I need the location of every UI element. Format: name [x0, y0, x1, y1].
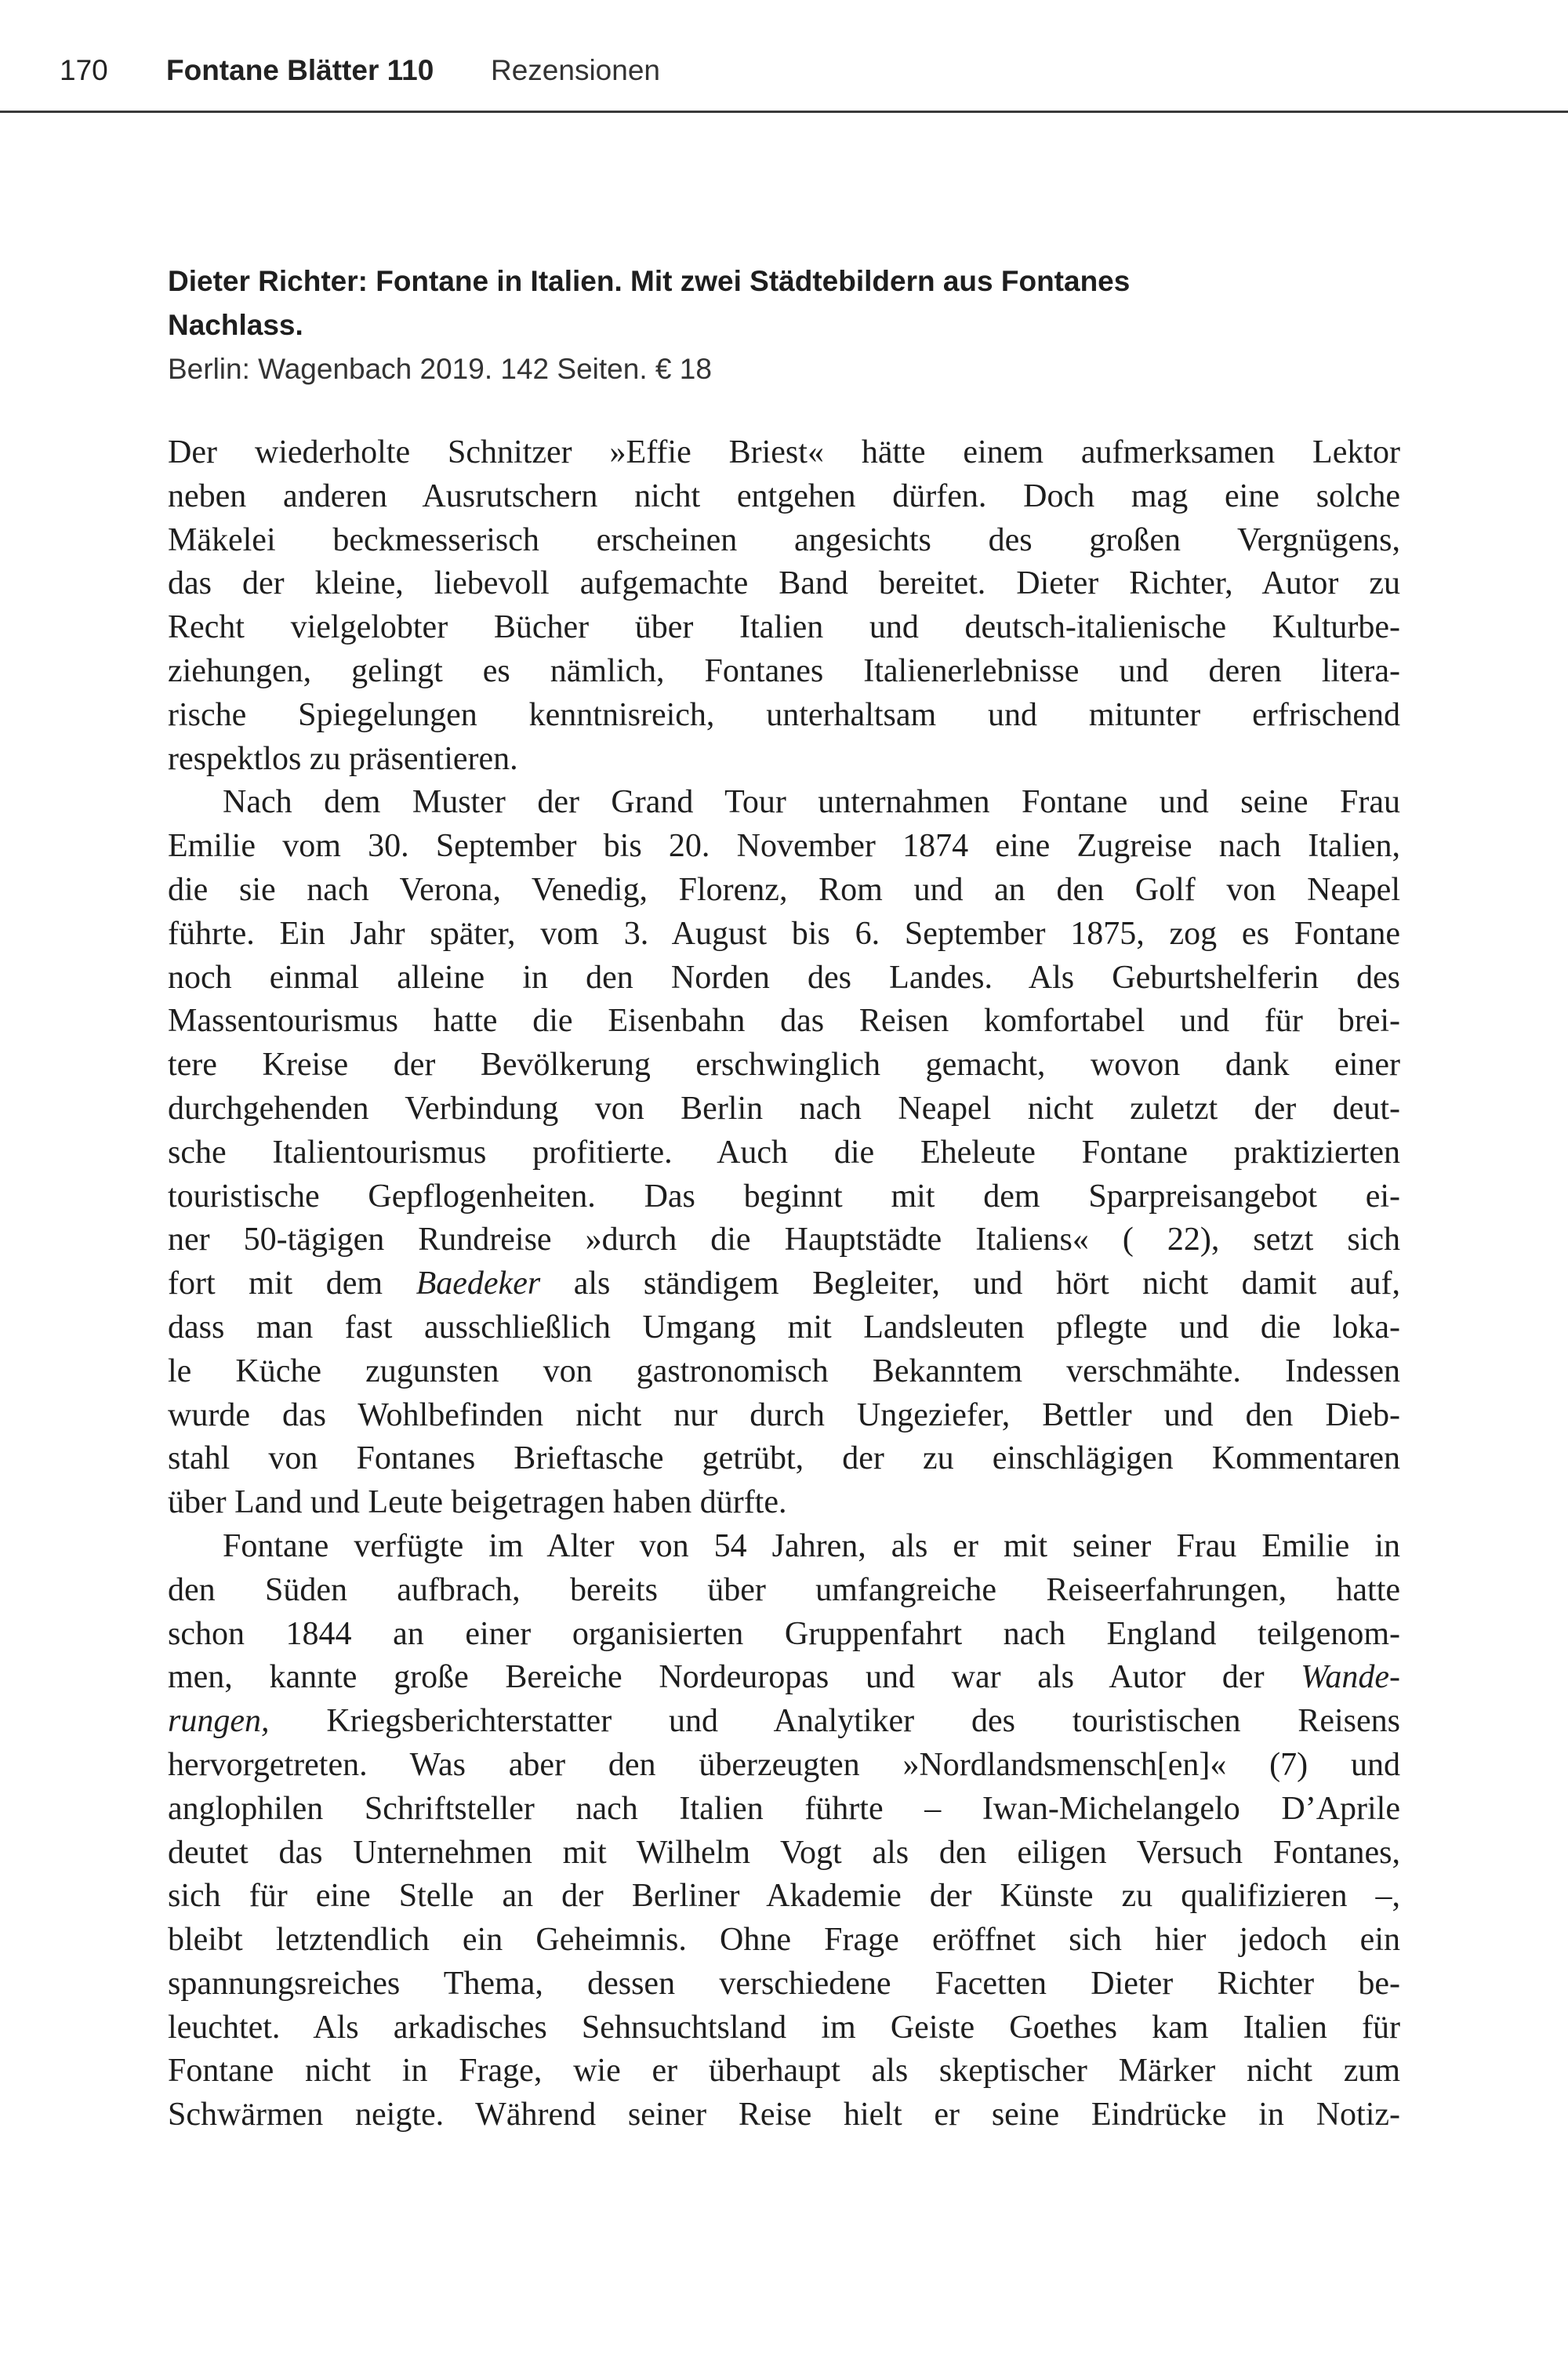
text-line: rische Spiegelungen kenntnisreich, unterhaltsam und mitunter erfrischend	[168, 696, 1400, 733]
text-line: bleibt letztendlich ein Geheimnis. Ohne Frage eröffnet sich hier jedoch ein	[168, 1922, 1400, 1959]
review-title-line-2: Nachlass.	[168, 309, 303, 341]
text-line: den Süden aufbrach, bereits über umfangreiche Reiseerfahrungen, hatte	[168, 1571, 1400, 1608]
text-line: Massentourismus hatte die Eisenbahn das Reisen komfortabel und für brei-	[168, 1003, 1400, 1040]
publication-info: Berlin: Wagenbach 2019. 142 Seiten. € 18	[168, 353, 712, 385]
text-line: leuchtet. Als arkadisches Sehnsuchtsland im Geiste Goethes kam Italien für	[168, 2009, 1400, 2046]
text-line: neben anderen Ausrutschern nicht entgehen dürfen. Doch mag eine solche	[168, 477, 1400, 514]
text-line: Recht vielgelobter Bücher über Italien und deutsch-italienische Kulturbe-	[168, 609, 1400, 646]
text-line: über Land und Leute beigetragen haben dürfte.	[168, 1484, 787, 1521]
text-segment: als ständigem Begleiter, und hört nicht damit auf,	[540, 1265, 1401, 1302]
text-line: durchgehenden Verbindung von Berlin nach Neapel nicht zuletzt der deut-	[168, 1090, 1400, 1127]
text-segment: men, kannte große Bereiche Nordeuropas und war als Autor der	[168, 1659, 1301, 1696]
text-line: deutet das Unternehmen mit Wilhelm Vogt als den eiligen Versuch Fontanes,	[168, 1834, 1400, 1871]
text-segment: Kriegsberichterstatter und Analytiker des touristischen Reisens	[269, 1703, 1400, 1740]
text-line: ziehungen, gelingt es nämlich, Fontanes Italienerlebnisse und deren litera-	[168, 652, 1400, 689]
text-line-with-italic	[168, 1262, 1400, 1306]
review-body	[168, 431, 1400, 2137]
text-line: Der wiederholte Schnitzer »Effie Briest« hätte einem aufmerksamen Lektor	[168, 434, 1400, 470]
text-line: noch einmal alleine in den Norden des Landes. Als Geburtshelferin des	[168, 959, 1400, 996]
text-line: das der kleine, liebevoll aufgemachte Band bereitet. Dieter Richter, Autor zu	[168, 565, 1400, 602]
text-line: Mäkelei beckmesserisch erscheinen angesichts des großen Vergnügens,	[168, 521, 1400, 558]
text-line: touristische Gepflogenheiten. Das beginnt mit dem Sparpreisangebot ei-	[168, 1178, 1400, 1215]
paragraph-2-first-line: Nach dem Muster der Grand Tour unternahmen Fontane und seine Frau	[223, 784, 1400, 821]
text-line: sich für eine Stelle an der Berliner Akademie der Künste zu qualifizieren –,	[168, 1878, 1400, 1915]
text-line: le Küche zugunsten von gastronomisch Bekanntem verschmähte. Indessen	[168, 1353, 1400, 1389]
page-number: 170	[60, 54, 108, 86]
italic-title-wanderungen-part-2: rungen,	[168, 1703, 270, 1740]
text-line: Emilie vom 30. September bis 20. November 1874 eine Zugreise nach Italien,	[168, 828, 1400, 865]
text-line-with-italic	[168, 1700, 1400, 1744]
text-line: ner 50-tägigen Rundreise »durch die Hauptstädte Italiens« ( 22), setzt sich	[168, 1222, 1400, 1258]
text-segment: fort mit dem	[168, 1265, 416, 1302]
text-line: stahl von Fontanes Brieftasche getrübt, der zu einschlägigen Kommentaren	[168, 1440, 1400, 1477]
text-line: spannungsreiches Thema, dessen verschiedene Facetten Dieter Richter be-	[168, 1965, 1400, 2002]
text-line: respektlos zu präsentieren.	[168, 740, 518, 777]
running-header	[0, 49, 1568, 111]
review-title-line-1: Dieter Richter: Fontane in Italien. Mit zwei Städtebildern aus Fontanes	[168, 265, 1131, 297]
text-line-with-italic	[168, 1656, 1400, 1700]
text-line: schon 1844 an einer organisierten Gruppenfahrt nach England teilgenom-	[168, 1615, 1400, 1652]
text-line: führte. Ein Jahr später, vom 3. August bis 6. September 1875, zog es Fontane	[168, 915, 1400, 952]
review-heading	[168, 260, 1406, 391]
text-line: Fontane nicht in Frage, wie er überhaupt als skeptischer Märker nicht zum	[168, 2053, 1400, 2090]
italic-title-wanderungen-part-1: Wande-	[1301, 1659, 1400, 1696]
text-line: hervorgetreten. Was aber den überzeugten »Nordlandsmensch[en]« (7) und	[168, 1746, 1400, 1783]
text-line: die sie nach Verona, Venedig, Florenz, Rom und an den Golf von Neapel	[168, 871, 1400, 908]
journal-title: Fontane Blätter 110	[166, 54, 434, 86]
text-line: sche Italientourismus profitierte. Auch die Eheleute Fontane praktizierten	[168, 1134, 1400, 1171]
section-title: Rezensionen	[491, 54, 660, 86]
text-line: tere Kreise der Bevölkerung erschwinglich gemacht, wovon dank einer	[168, 1047, 1400, 1084]
text-line: Schwärmen neigte. Während seiner Reise hielt er seine Eindrücke in Notiz-	[168, 2097, 1400, 2133]
paragraph-3-first-line: Fontane verfügte im Alter von 54 Jahren, als er mit seiner Frau Emilie in	[223, 1527, 1400, 1564]
header-divider	[0, 111, 1568, 113]
text-line: wurde das Wohlbefinden nicht nur durch Ungeziefer, Bettler und den Dieb-	[168, 1396, 1400, 1433]
text-line: anglophilen Schriftsteller nach Italien führte – Iwan-Michelangelo D’Aprile	[168, 1790, 1400, 1827]
italic-title-baedeker: Baedeker	[416, 1265, 541, 1302]
text-line: dass man fast ausschließlich Umgang mit Landsleuten pflegte und die loka-	[168, 1309, 1400, 1345]
